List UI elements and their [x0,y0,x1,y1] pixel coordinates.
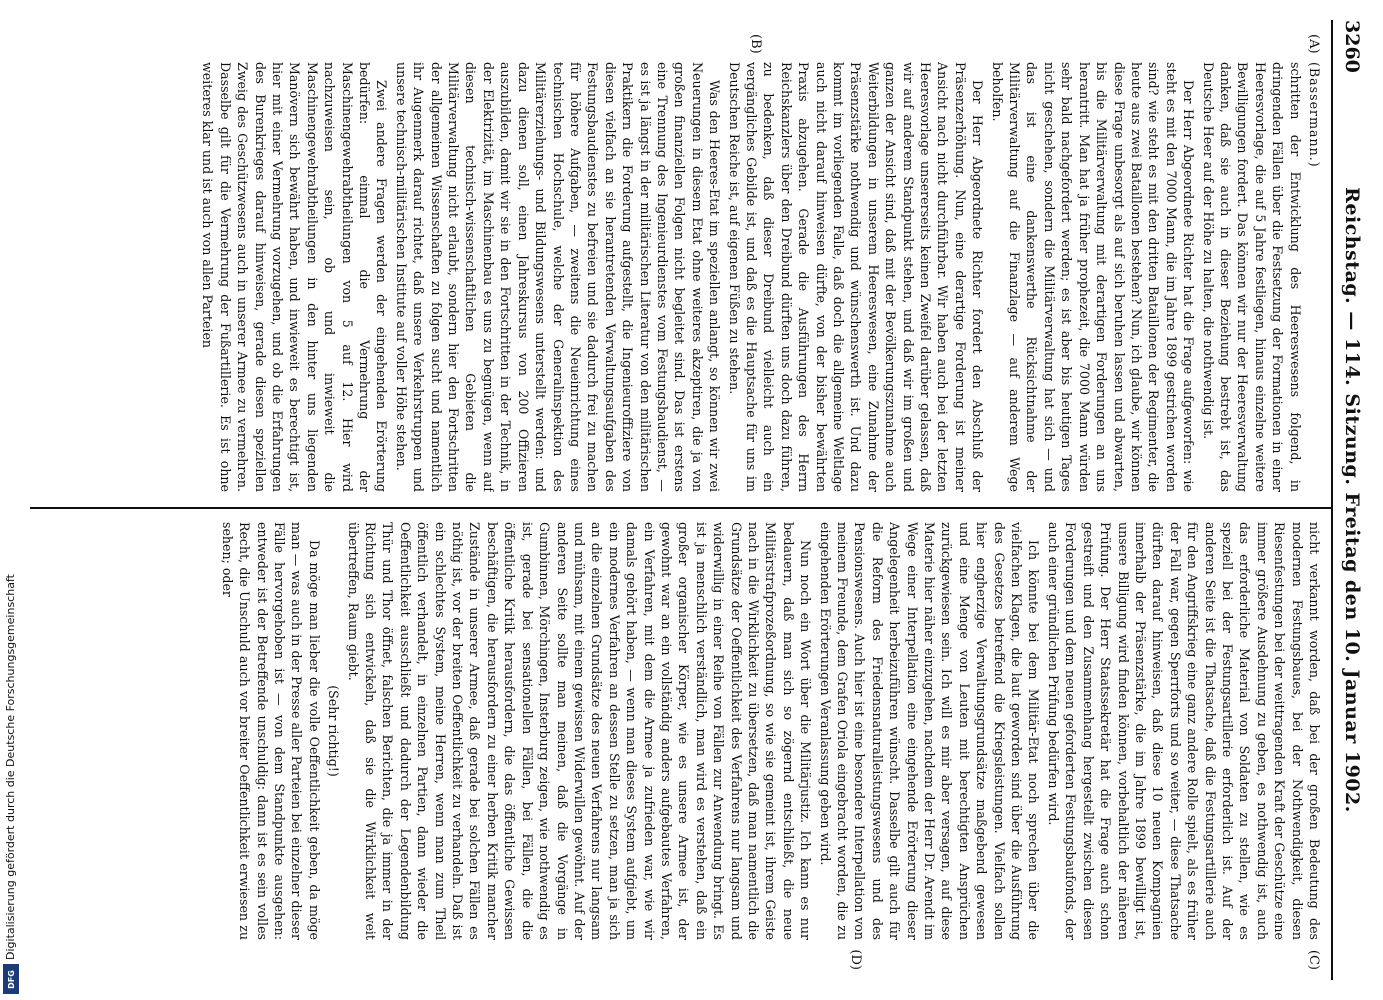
paragraph: Ich könnte bei dem Militär-Etat noch sprechen über die vielfachen Klagen, die laut geworden sind über die Ausführung des Gesetzes betreffend die Kriegsleistungen. Vielfach sollen hier engherzige Verwaltungsgrundsätze maßgebend gewesen und eine Menge von Leuten mit berechtigten Ansprüchen zurückgewiesen sein. Ich will es mir aber versagen, auf diese Materie hier näher einzugehen, nachdem der Herr Dr. Arendt im Wege einer Interpellation eine eingehende Erörterung dieser Angelegenheit herbeizuführen wünscht. Dasselbe gilt auch für die Reform des Friedensnaturalleistungswesens und des Pensionswesens. Auch hier ist eine besondere Interpellation von meinem Freunde, dem Grafen Oriola eingebracht worden, die zu eingehenden Erörterungen Veranlassung geben wird. [817,522,1042,940]
page-number: 3260 [1341,20,1363,73]
paragraph: Nun noch ein Wort über die Militärjustiz. Ich kann es nur bedauern, daß man sich so zögernd entschließt, die neue Militärstrafprozeßordnung, so wie sie gemeint ist, ihrem Geiste nach in die Wirklichkeit zu übersetzen, daß man namentlich die Grundsätze der Oeffentlichkeit des Verfahrens nur langsam und widerwillig in einer Reihe von Fällen zur Anwendung bringt. Es ist ja menschlich verständlich, man wird es verstehen, daß ein großer organischer Körper, wie es unsere Armee ist, der gewohnt war an ein vollständig anders aufgebautes Verfahren, ein Verfahren, mit dem die Armee ja zufrieden war, wie wir damals gehört haben, — wenn man dieses System aufgiebt, um ein modernes Verfahren an dessen Stelle zu setzen, man ja sich an die einzelnen Grundsätze des neuen Verfahrens nur langsam und mühsam, mit einem gewissen Widerwillen gewöhnt. Auf der anderen Seite sollte man meinen, daß die Vorgänge in Gumbinnen, Mörchingen, Insterburg zeigen, wie nothwendig es ist, gerade bei sensationellen Fällen, bei Fällen, die die öffentliche Kritik herausfordern, die das öffentliche Gewissen beschäftigen, die herausfordern zu einer herben Kritik mancher Zustände in unserer Armee, daß gerade bei solchen Fällen es nöthig ist, vor der breiten Oeffentlichkeit zu verhandeln. Daß ist ein schlechtes System, meine Herren, wenn man zum Theil öffentlich verhandelt, in einzelnen Partien, dann wieder die Oeffentlichkeit ausschließt und dadurch der Legendenbildung Thür und Thor öffnet, falschen Berichten, die ja immer in der Richtung sich entwickeln, daß sie die Wirklichkeit weit übertreffen, Raum giebt. [345,522,814,940]
interjection: (Sehr richtig!) [326,685,342,777]
paragraph: Zwei andere Fragen werden der eingehenden Erörterung bedürfen: einmal die Vermehrung der Maschinengewehrabtheilungen von 5 auf 12. Hier wird nachzuweisen sein, ob und inwieweit die Maschinengewehrabtheilungen in den hinter uns liegenden Manövern sich bewährt haben, und inwieweit es berechtigt ist, hier mit einer Vermehrung vorzugehen, und ob die Erfahrungen des Burenkrieges darauf hinweisen, gerade diesen speziellen Zweig des Geschützwesens auch in unserer Armee zu vermehren. Dasselbe gilt für die Vermehrung der Fußartillerie. Es ist ohne weiteres klar und ist auch von allen Parteien [200,62,390,492]
right-column [40,522,1323,940]
paragraph: schritten der Entwicklung des Heereswesens folgend, in dringenden Fällen über die Festsetzung der Formationen in einer Heeresvorlage, die auf 5 Jahre festliegen, hinaus einzelne weitere Bewilligungen fordert. Das können wir nur der Heeresverwaltung danken, daß sie auch in dieser Beziehung bestrebt ist, das Deutsche Heer auf der Höhe zu halten, die nothwendig ist. [1200,62,1303,492]
column-divider [30,507,1331,509]
paragraph: Der Herr Abgeordnete Richter hat die Frage aufgeworfen: wie steht es mit den 7000 Mann, die im Jahre 1899 gestrichen worden sind? wie steht es mit den dritten Bataillonen der Regimenter, die heute aus zwei Bataillonen bestehen? Nun, ich glaube, wir können diese Frage unbesorgt als auf sich beruhen lassen und abwarten, bis die Militärverwaltung mit derartigen Forderungen an uns herantritt. Man hat ja früher prophezeit, die 7000 Mann würden sehr bald nachgefordert werden; es ist aber bis heutigen Tages nicht geschehen, sondern die Militärverwaltung hat sich — und das ist eine dankenswerthe Rücksichtnahme der Militärverwaltung auf die Finanzlage — auf anderem Wege beholfen. [989,62,1197,492]
paragraph: Der Herr Abgeordnete Richter fordert den Abschluß der Präsenzerhöhung. Nun, eine derartige Forderung ist meiner Ansicht nach nicht durchführbar. Wir haben auch bei der letzten Heeresvorlage unsererseits keinen Zweifel darüber gelassen, daß wir auf anderem Standpunkt stehen, und daß wir im großen und ganzen der Ansicht sind, daß mit der Bevölkerungszunahme auch Weiterbildungen in unserem Heereswesen, eine Zunahme der Präsenzstärke nothwendig und wünschenswerth ist. Und dazu kommt im vorliegenden Falle, daß doch die allgemeine Weltlage auch nicht darauf hinweisen dürfte, von der bisher bewährten Praxis abzugehen. Gerade die Ausführungen des Herrn Reichskanzlers über den Dreibund dürften uns doch dazu führen, zu bedenken, daß dieser Dreibund vielleicht auch ein vergängliches Gebilde ist, und daß es die Hauptsache für uns im Deutschen Reiche ist, auf eigenen Füßen zu stehen. [726,62,986,492]
dfg-logo-text: DFG [6,969,16,989]
speaker-name: (Bassermann.) [1307,62,1322,168]
header-rule [1331,20,1333,980]
paragraph: nicht verkannt worden, daß bei der großen Bedeutung des modernen Festungsbaues, bei der Nothwendigkeit, diesen Riesenfestungen bei der weittragenden Kraft der Geschütze eine immer größere Ausdehnung zu geben, es nothwendig ist, auch das erforderliche Material von Soldaten zu stellen, wie es speziell bei der Festungsartillerie erforderlich ist. Auf der anderen Seite ist die Thatsache, daß die Festungsartillerie auch für den Angriffskrieg eine ganz andere Rolle spielt, als es früher der Fall war, gegen Sperrforts und so weiter, — diese Thatsache dürften darauf hinweisen, daß diese 10 neuen Kompagnien innerhalb der Präsenzstärke, die im Jahre 1899 bewilligt ist, unsere Billigung wird finden können, vorbehaltlich der näheren Prüfung. Der Herr Staatssekretär hat die Frage auch schon gestreift und den Zusammenhang hergestellt zwischen diesen Forderungen und dem neuen geforderten Festungsbaufonds, der auch einer gründlichen Prüfung bedürfen wird. [1045,522,1322,940]
margin-marker-b: (B) [748,34,763,54]
margin-marker-a: (A) [1306,34,1321,54]
margin-marker-c: (C) [1306,949,1321,970]
left-column [40,62,1323,492]
paragraph: Da möge man lieber die volle Oeffentlichkeit geben, da möge man — was auch in der Presse aller Parteien bei einzelner dieser Fälle hervorgehoben ist — von dem Standpunkte ausgehen: entweder ist der Betreffende unschuldig: dann ist es sein volles Recht, die Unschuld auch vor breiter Oeffentlichkeit erwiesen zu sehen; oder [219,522,322,940]
paragraph: Was den Heeres-Etat im speziellen anlangt, so können wir zwei Neuerungen in diesem Etat ohne weiteres akzeptiren, die ja von großen finanziellen Folgen nicht begleitet sind. Das ist erstens eine Trennung des Ingenieurdienstes vom Festungsbaudienst, — es ist ja längst in der militärischen Literatur von den militärischen Praktikern die Forderung aufgestellt, die Ingenieuroffiziere von diesen vielfach an sie herantretenden Verwaltungsaufgaben des Festungsbaudienstes zu befreien und sie dadurch frei zu machen für höhere Aufgaben, — zweitens die Neueinrichtung eines technischen Hochschule, welche der Generalinspektion des Militärerziehungs- und Bildungswesens unterstellt werden: und dazu dienen soll, einen Jahreskursus von 200 Offizieren auszubilden, damit wir sie in den Fortschritten in der Technik, in der Elektrizität, im Maschinenbau es uns zu begnügen, wenn auf diesen technisch-wissenschaftlichen Gebieten die Militärverwaltung nicht erlaubt, sondern hier den Fortschritten der allgemeinen Wissenschaften zu folgen sucht und namentlich ihr Augenmerk darauf richtet, daß unsere Verkehrstruppen und unsere technisch-militärischen Institute auf voller Höhe stehen. [393,62,723,492]
margin-marker-d: (D) [848,949,863,970]
digitization-notice-text: Digitalisierung gefördert durch die Deutsche Forschungsgemeinschaft [4,574,17,960]
page-header [1335,20,1365,980]
page-title: Reichstag. — 114. Sitzung. Freitag den 10. Januar 1902. [1341,187,1363,813]
